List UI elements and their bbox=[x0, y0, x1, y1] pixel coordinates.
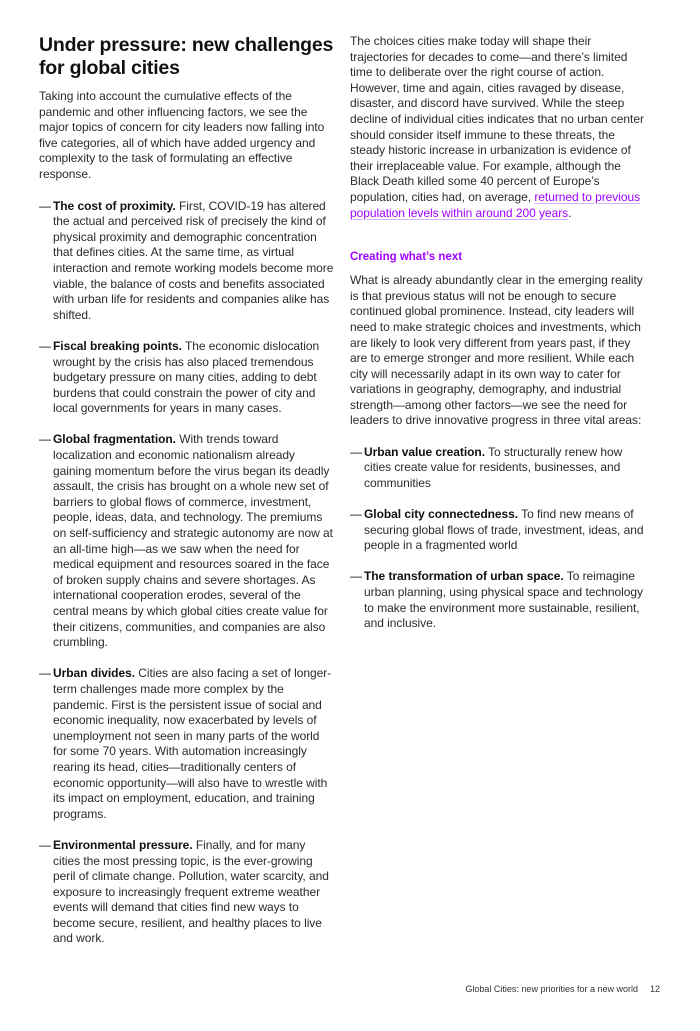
vital-areas-list bbox=[350, 445, 650, 632]
page-title: Under pressure: new challenges for global cities bbox=[39, 34, 334, 79]
list-item-heading: Fiscal breaking points. bbox=[53, 338, 182, 353]
dash-bullet-icon: — bbox=[39, 198, 51, 213]
right-column bbox=[350, 34, 650, 647]
left-column bbox=[39, 34, 334, 963]
list-item-heading: The transformation of urban space. bbox=[364, 569, 564, 584]
dash-bullet-icon: — bbox=[350, 569, 362, 584]
list-item-heading: The cost of proximity. bbox=[53, 198, 176, 213]
dash-bullet-icon: — bbox=[350, 444, 362, 459]
list-item-environmental-pressure bbox=[39, 838, 334, 947]
footer-publication-title: Global Cities: new priorities for a new world bbox=[465, 984, 638, 994]
list-item-urban-divides bbox=[39, 666, 334, 822]
dash-bullet-icon: — bbox=[39, 666, 51, 681]
footer-page-number: 12 bbox=[649, 984, 660, 994]
list-item-heading: Environmental pressure. bbox=[53, 837, 193, 852]
dash-bullet-icon: — bbox=[350, 507, 362, 522]
list-item-urban-value-creation bbox=[350, 445, 650, 492]
list-item-text: To reimagine urban planning, using physical space and technology to make the environment more sustainable, resilient, and inclusive. bbox=[364, 569, 643, 631]
challenges-list bbox=[39, 199, 334, 948]
list-item-fiscal-breaking-points bbox=[39, 339, 334, 417]
list-item-heading: Global city connectedness. bbox=[364, 507, 519, 522]
paragraph-text: The choices cities make today will shape their trajectories for decades to come—and there’s limited time to deliberate over the right course of action. However, time and again, cities ravaged by disease, disaster, and discord have survived. While the steep decline of individual cities indicates that no urban center should consider itself immune to these threats, the steady historic increase in urbanization is evidence of their irreplaceable value. For example, although the Black Death killed some 40 percent of Europe’s population, cities had, on average, bbox=[350, 34, 644, 204]
list-item-text: With trends toward localization and economic nationalism already gaining momentum before the virus began its deadly assault, the crisis has brought on a whole new set of barriers to global flows of commerce, investment, people, ideas, data, and technology. The premiums on self-sufficiency and strategic autonomy are now at an all-time high—as we saw when the need for medical equipment and resources soared in the face of broken supply chains and severe shortages. As international cooperation erodes, several of the central means by which global cities create value for their citizens, communities, and companies are also crumbling. bbox=[53, 432, 333, 650]
list-item-global-fragmentation bbox=[39, 432, 334, 650]
list-item-heading: Urban value creation. bbox=[364, 444, 485, 459]
section-heading-creating-whats-next: Creating what’s next bbox=[350, 251, 463, 264]
paragraph-text-end: . bbox=[568, 205, 572, 220]
list-item-global-city-connectedness bbox=[350, 507, 650, 554]
intro-paragraph: Taking into account the cumulative effects of the pandemic and other influencing factors, we see the major topics of concern for city leaders now falling into five categories, all of which have added urgency and complexity to the task of formulating an effective response. bbox=[39, 89, 325, 181]
dash-bullet-icon: — bbox=[39, 338, 51, 353]
list-item-text: Finally, and for many cities the most pressing topic, is the ever-growing peril of climate change. Pollution, water scarcity, and exposure to increasingly frequent extreme weather events will demand that cities find new ways to become secure, resilient, and healthy places to live and work. bbox=[53, 837, 329, 946]
list-item-text: First, COVID-19 has altered the actual and perceived risk of precisely the kind of physical proximity and demographic concentration that defines cities. At the same time, as virtual interaction and remote working models become more viable, the balance of costs and benefits associated with urban life for residents and companies alike has shifted. bbox=[53, 198, 334, 322]
trajectories-paragraph bbox=[350, 34, 650, 221]
population-recovery-link[interactable]: returned to previous population levels within around 200 years bbox=[350, 189, 641, 220]
list-item-text: Cities are also facing a set of longer-term challenges made more complex by the pandemic. First is the persistent issue of social and economic inequality, now exacerbated by levels of unemployment not seen in many parts of the world for some 70 years. With automation increasingly rearing its head, cities—traditionally centers of economic opportunity—will also have to wrestle with its impact on employment, education, and training programs. bbox=[53, 666, 332, 821]
list-item-transformation-of-urban-space bbox=[350, 569, 650, 631]
creating-next-paragraph: What is already abundantly clear in the emerging reality is that previous status will not be enough to secure continued global prominence. Instead, city leaders will need to make strategic choices and investments, which are likely to look very different from years past, if they are to emerge stronger and more resilient. While each city will necessarily adapt in its own way to cater for variations in geography, demography, and industrial strength—among other factors—we see the need for leaders to drive innovative progress in three vital areas: bbox=[350, 273, 643, 428]
list-item-heading: Global fragmentation. bbox=[53, 432, 176, 447]
dash-bullet-icon: — bbox=[39, 432, 51, 447]
list-item-heading: Urban divides. bbox=[53, 666, 135, 681]
list-item-text: To find new means of securing global flows of trade, investment, ideas, and people in a fragmented world bbox=[364, 507, 644, 553]
page-footer bbox=[465, 984, 660, 994]
list-item-cost-of-proximity bbox=[39, 199, 334, 324]
dash-bullet-icon: — bbox=[39, 837, 51, 852]
list-item-text: The economic dislocation wrought by the crisis has also placed tremendous budgetary pressure on many cities, adding to debt burdens that could constrain the power of city and local governments for years in many cases. bbox=[53, 338, 320, 416]
list-item-text: To structurally renew how cities create value for residents, businesses, and communities bbox=[364, 444, 623, 490]
